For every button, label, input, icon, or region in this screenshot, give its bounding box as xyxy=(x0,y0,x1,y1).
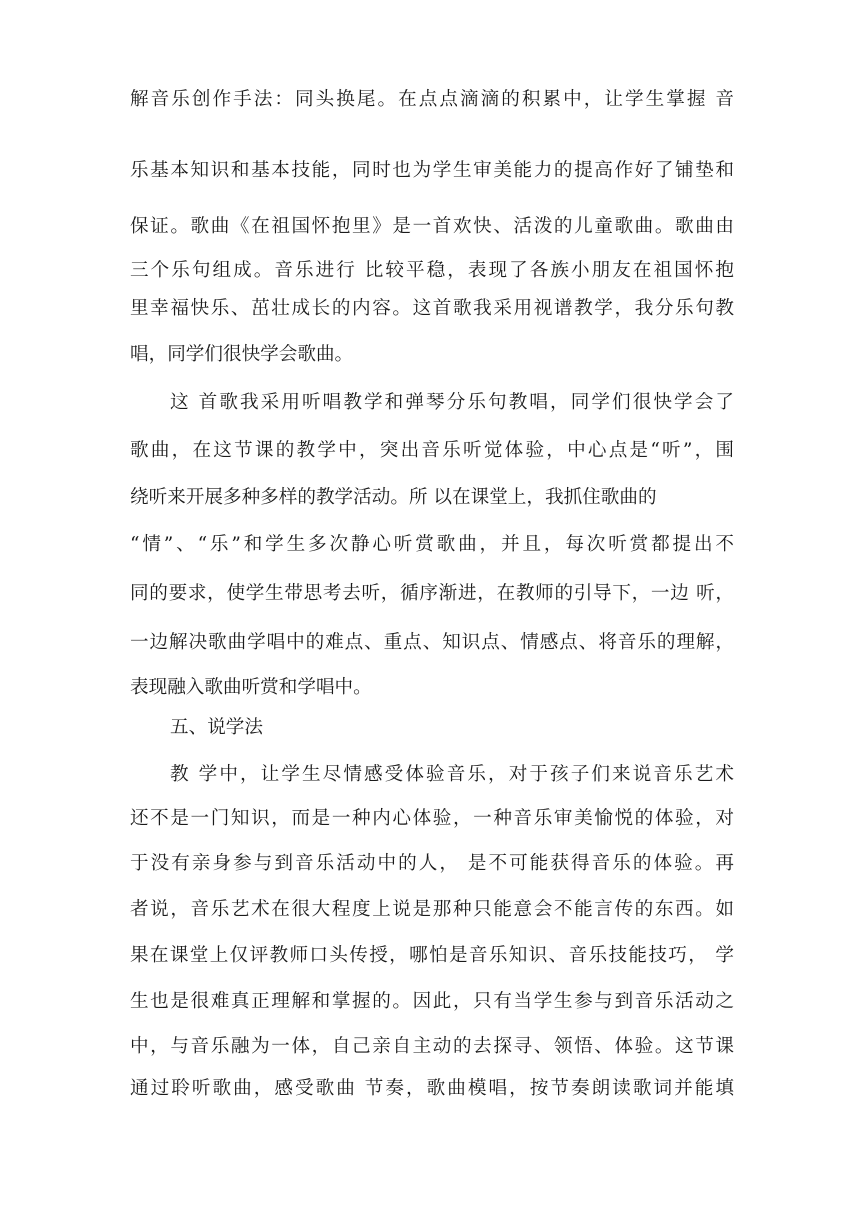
text-line: 教 学中，让学生尽情感受体验音乐，对于孩子们来说音乐艺术 xyxy=(170,764,734,785)
text-line: 里幸福快乐、茁壮成长的内容。这首歌我采用视谱教学，我分乐句教 xyxy=(130,298,734,319)
text-line: 生也是很难真正理解和掌握的。因此，只有当学生参与到音乐活动之 xyxy=(130,991,734,1012)
text-line: “情”、“乐”和学生多次静心听赏歌曲，并且，每次听赏都提出不 xyxy=(130,534,734,555)
text-line: 表现融入歌曲听赏和学唱中。 xyxy=(130,677,372,698)
text-line: 于没有亲身参与到音乐活动中的人， 是不可能获得音乐的体验。再 xyxy=(130,853,734,874)
text-line: 保证。歌曲《在祖国怀抱里》是一首欢快、活泼的儿童歌曲。歌曲由 xyxy=(130,216,734,237)
section-heading: 五、说学法 xyxy=(170,717,263,738)
text-line: 果在课堂上仅评教师口头传授，哪怕是音乐知识、音乐技能技巧， 学 xyxy=(130,945,734,966)
text-line: 解音乐创作手法：同头换尾。在点点滴滴的积累中，让学生掌握 音 xyxy=(130,89,734,110)
text-line: 一边解决歌曲学唱中的难点、重点、知识点、情感点、将音乐的理解， xyxy=(130,632,734,653)
text-line: 中，与音乐融为一体，自己亲自主动的去探寻、领悟、体验。这节课 xyxy=(130,1036,734,1057)
text-line: 还不是一门知识，而是一种内心体验，一种音乐审美愉悦的体验，对 xyxy=(130,808,734,829)
text-line: 这 首歌我采用听唱教学和弹琴分乐句教唱，同学们很快学会了 xyxy=(170,392,734,413)
text-line: 乐基本知识和基本技能，同时也为学生审美能力的提高作好了铺垫和 xyxy=(130,160,734,181)
text-line: 三个乐句组成。音乐进行 比较平稳，表现了各族小朋友在祖国怀抱 xyxy=(130,260,734,281)
text-line: 歌曲，在这节课的教学中，突出音乐听觉体验，中心点是“听”，围 xyxy=(130,440,734,461)
text-line: 唱，同学们很快学会歌曲。 xyxy=(130,344,354,365)
text-line: 通过聆听歌曲，感受歌曲 节奏，歌曲模唱，按节奏朗读歌词并能填 xyxy=(130,1078,734,1099)
text-line: 同的要求，使学生带思考去听，循序渐进，在教师的引导下，一边 听， xyxy=(130,583,734,604)
text-line: 者说，音乐艺术在很大程度上说是那种只能意会不能言传的东西。如 xyxy=(130,899,734,920)
text-line: 绕听来开展多种多样的教学活动。所 以在课堂上，我抓住歌曲的 xyxy=(130,487,657,508)
